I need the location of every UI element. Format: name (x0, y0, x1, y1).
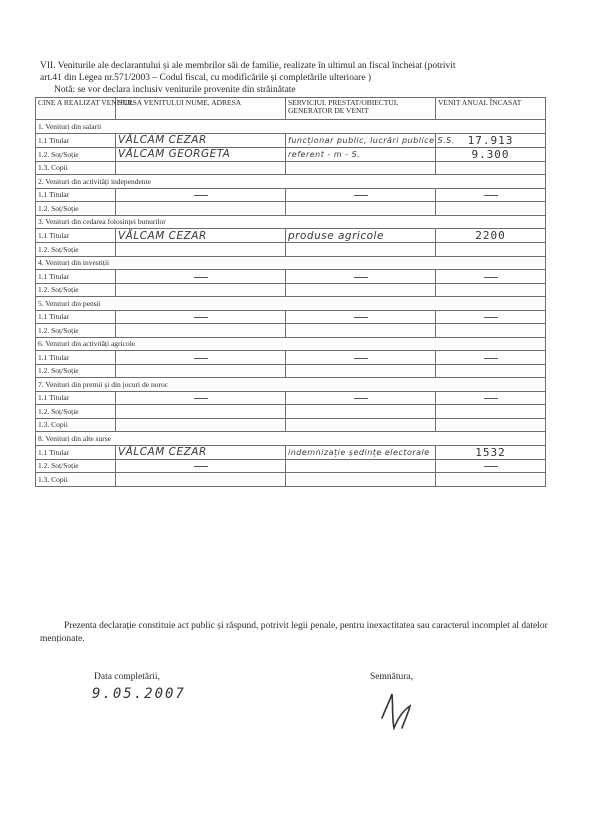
empty-dash (194, 195, 208, 196)
intro-line-2: art.41 din Legea nr.571/2003 – Codul fiscal, cu modificările și completările ulterioare ) (40, 73, 372, 83)
empty-dash (194, 466, 208, 467)
section-title: 7. Venituri din premii și din jocuri de noroc (36, 378, 546, 392)
empty-dash (194, 317, 208, 318)
row-label: 1.2. Soț/Soție (36, 147, 116, 161)
intro-note: Notă: se vor declara inclusiv veniturile provenite din străinătate (54, 85, 296, 95)
empty-dash (484, 277, 498, 278)
table-row (36, 459, 546, 473)
section-row (36, 256, 546, 270)
row-label: 1.3. Copii (36, 418, 116, 432)
date-label: Data completării, (94, 672, 160, 682)
table-header-row (36, 98, 546, 120)
empty-dash (194, 277, 208, 278)
empty-dash (484, 398, 498, 399)
section-title: 2. Venituri din activități independente (36, 175, 546, 189)
signature-label: Semnătura, (370, 672, 414, 682)
handwritten-service: produse agricole (288, 229, 384, 242)
table-row (36, 364, 546, 378)
table-row (36, 405, 546, 419)
table-row (36, 324, 546, 338)
empty-dash (484, 358, 498, 359)
section-title: 1. Venituri din salarii (36, 120, 546, 134)
table-row (36, 445, 546, 459)
intro-line-1: VII. Veniturile ale declarantului și ale membrilor săi de familie, realizate în ultimul an fiscal încheiat (potrivit (40, 61, 456, 71)
header-service: SERVICIUL PRESTAT/OBIECTUL GENERATOR DE VENIT (286, 98, 436, 120)
table-row (36, 243, 546, 257)
handwritten-amount: 1532 (475, 445, 506, 459)
section-title: 4. Venituri din investiții (36, 256, 546, 270)
row-label: 1.1 Titular (36, 391, 116, 405)
signature-mark (378, 688, 418, 737)
section-row (36, 215, 546, 229)
row-label: 1.2. Soț/Soție (36, 405, 116, 419)
row-label: 1.2. Soț/Soție (36, 202, 116, 216)
row-label: 1.1 Titular (36, 133, 116, 147)
table-row (36, 161, 546, 175)
handwritten-source: VĂLCAM CEZAR (118, 134, 207, 146)
empty-dash (354, 195, 368, 196)
row-label: 1.1 Titular (36, 351, 116, 365)
empty-dash (354, 277, 368, 278)
table-row (36, 188, 546, 202)
empty-dash (484, 317, 498, 318)
section-row (36, 175, 546, 189)
row-label: 1.2. Soț/Soție (36, 283, 116, 297)
row-label: 1.1 Titular (36, 229, 116, 243)
table-row (36, 351, 546, 365)
table-row (36, 418, 546, 432)
table-row (36, 473, 546, 487)
empty-dash (194, 358, 208, 359)
handwritten-source: VĂLCAM GEORGETA (118, 148, 231, 160)
section-row (36, 432, 546, 446)
date-value: 9.05.2007 (92, 686, 186, 702)
handwritten-source: VĂLCAM CEZAR (118, 229, 207, 242)
section-title: 8. Venituri din alte surse (36, 432, 546, 446)
empty-dash (354, 398, 368, 399)
table-row (36, 202, 546, 216)
empty-dash (484, 195, 498, 196)
section-title: 5. Venituri din pensii (36, 297, 546, 311)
row-label: 1.1 Titular (36, 270, 116, 284)
row-label: 1.3. Copii (36, 473, 116, 487)
income-table (35, 97, 546, 487)
table-row (36, 283, 546, 297)
handwritten-service: funcționar public, lucrări publice S.S. (288, 135, 455, 145)
intro-text (40, 60, 550, 96)
empty-dash (354, 358, 368, 359)
empty-dash (194, 398, 208, 399)
row-label: 1.2. Soț/Soție (36, 324, 116, 338)
section-row (36, 297, 546, 311)
row-label: 1.2. Soț/Soție (36, 459, 116, 473)
legal-statement: Prezenta declarație constituie act public și răspund, potrivit legii penale, pentru inexactitatea sau caracterul incomplet al datelor menționate. (40, 621, 548, 644)
table-row (36, 147, 546, 161)
table-row (36, 391, 546, 405)
row-label: 1.2. Soț/Soție (36, 364, 116, 378)
header-source: SURSA VENITULUI NUME, ADRESA (116, 98, 286, 120)
handwritten-amount: 2200 (475, 229, 506, 242)
table-row (36, 270, 546, 284)
row-label: 1.1 Titular (36, 188, 116, 202)
section-row (36, 120, 546, 134)
handwritten-service: referent - m - S. (288, 149, 361, 159)
header-amount: VENIT ANUAL ÎNCASAT (436, 98, 546, 120)
handwritten-service: indemnizație ședințe electorale (288, 447, 430, 457)
handwritten-amount: 17.913 (467, 133, 514, 147)
handwritten-source: VĂLCAM CEZAR (118, 446, 207, 458)
section-title: 6. Venituri din activități agricole (36, 337, 546, 351)
row-label: 1.1 Titular (36, 310, 116, 324)
section-title: 3. Venituri din cedarea folosinței bunurilor (36, 215, 546, 229)
section-row (36, 337, 546, 351)
table-row (36, 310, 546, 324)
table-row (36, 133, 546, 147)
row-label: 1.3. Copii (36, 161, 116, 175)
handwritten-amount: 9.300 (471, 147, 510, 161)
empty-dash (354, 317, 368, 318)
row-label: 1.1 Titular (36, 445, 116, 459)
empty-dash (484, 466, 498, 467)
row-label: 1.2. Soț/Soție (36, 243, 116, 257)
section-row (36, 378, 546, 392)
table-row (36, 229, 546, 243)
header-who: CINE A REALIZAT VENITUL (36, 98, 116, 120)
